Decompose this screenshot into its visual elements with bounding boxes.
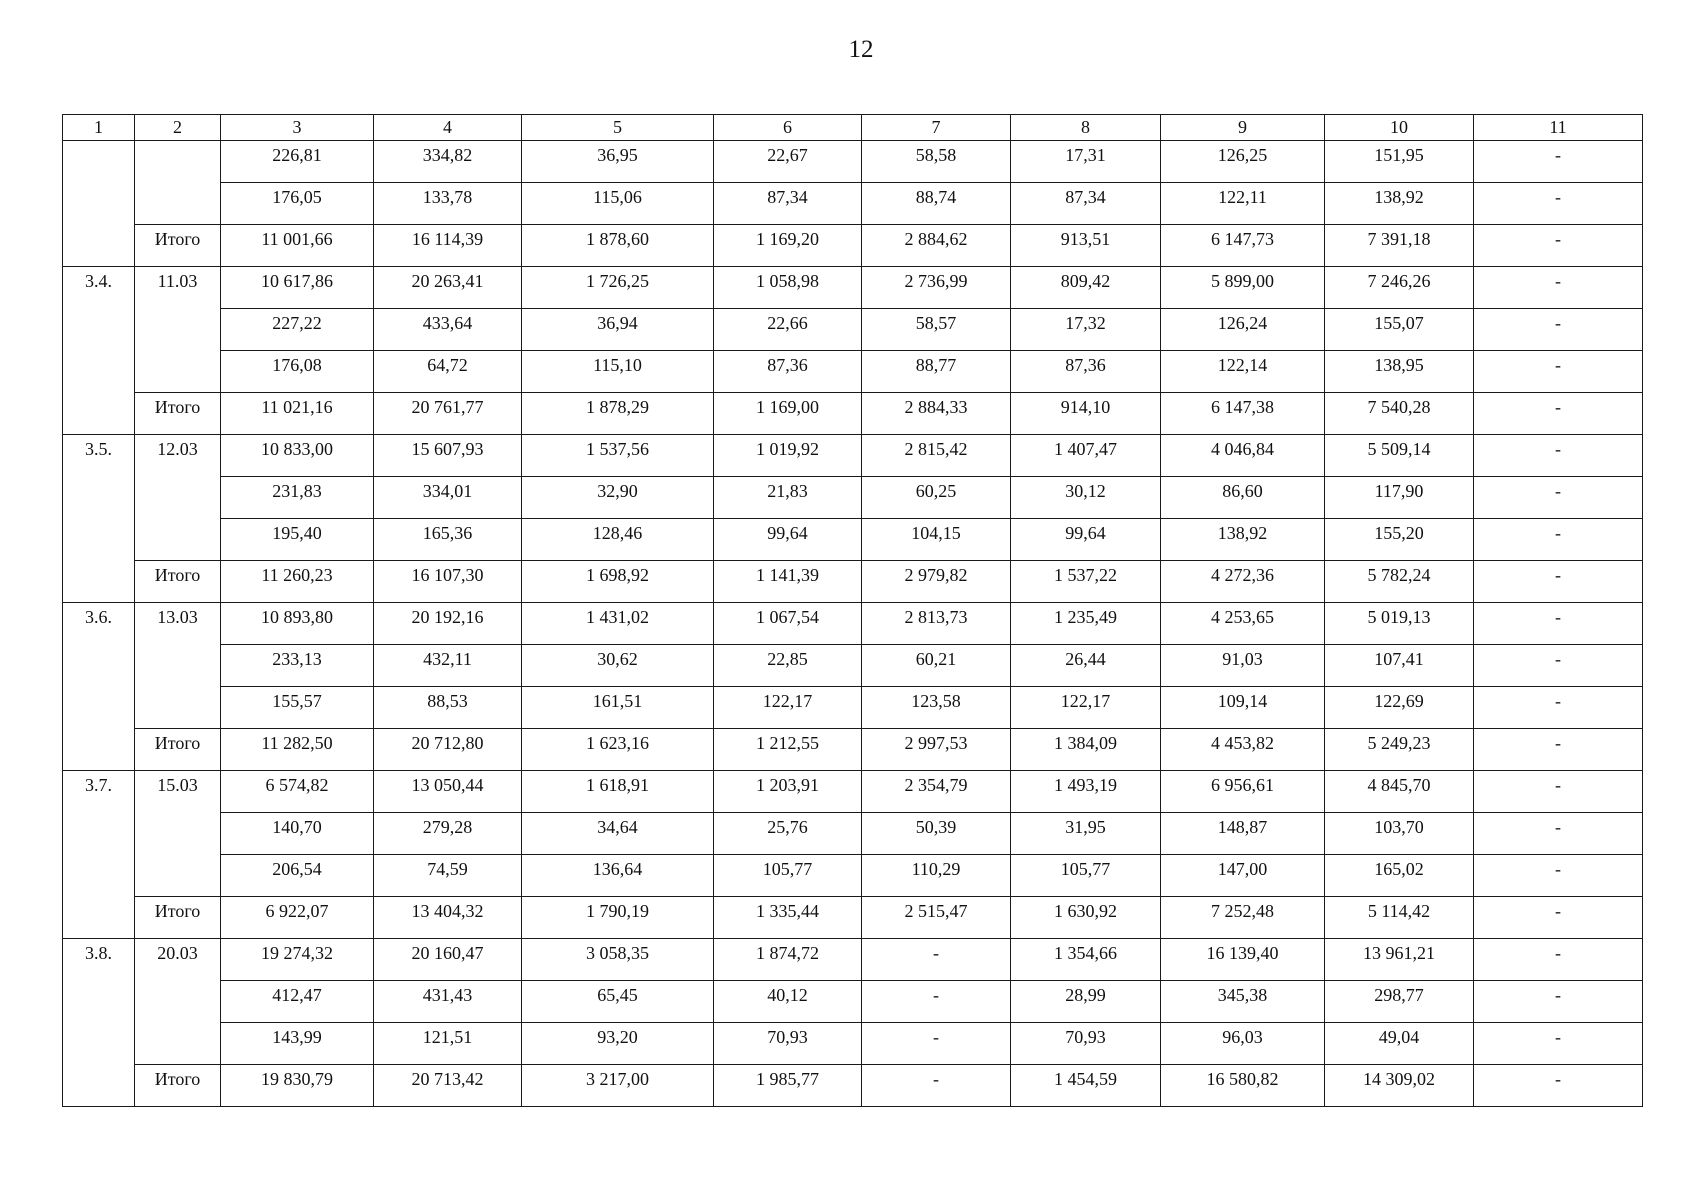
table-cell: 6 147,38 [1161, 393, 1325, 435]
table-cell: 432,11 [374, 645, 522, 687]
table-cell: 50,39 [862, 813, 1011, 855]
table-cell: 26,44 [1011, 645, 1161, 687]
table-cell: 117,90 [1325, 477, 1474, 519]
table-cell: 1 790,19 [522, 897, 714, 939]
table-cell: 122,17 [1011, 687, 1161, 729]
row-label-cell [135, 855, 221, 897]
table-cell: 126,24 [1161, 309, 1325, 351]
data-table [62, 114, 1643, 1107]
row-label-cell: 15.03 [135, 771, 221, 813]
row-number-cell: 3.5. [63, 435, 135, 603]
column-header: 11 [1474, 115, 1643, 141]
table-cell: 5 114,42 [1325, 897, 1474, 939]
row-label-cell: Итого [135, 561, 221, 603]
table-cell: 151,95 [1325, 141, 1474, 183]
table-cell: 10 617,86 [221, 267, 374, 309]
row-label-cell [135, 309, 221, 351]
table-cell: - [1474, 519, 1643, 561]
table-cell: 4 453,82 [1161, 729, 1325, 771]
table-row [63, 351, 1643, 393]
table-cell: 34,64 [522, 813, 714, 855]
table-cell: - [1474, 855, 1643, 897]
table-cell: 10 833,00 [221, 435, 374, 477]
table-cell: 138,92 [1161, 519, 1325, 561]
table-cell: 298,77 [1325, 981, 1474, 1023]
table-cell: 1 493,19 [1011, 771, 1161, 813]
table-row [63, 729, 1643, 771]
row-label-cell [135, 519, 221, 561]
table-cell: 148,87 [1161, 813, 1325, 855]
table-cell: 227,22 [221, 309, 374, 351]
table-cell: 6 922,07 [221, 897, 374, 939]
table-cell: 433,64 [374, 309, 522, 351]
table-cell: 49,04 [1325, 1023, 1474, 1065]
table-cell: 88,77 [862, 351, 1011, 393]
table-row [63, 1065, 1643, 1107]
table-cell: 20 761,77 [374, 393, 522, 435]
table-cell: - [1474, 225, 1643, 267]
table-row [63, 141, 1643, 183]
table-cell: 1 726,25 [522, 267, 714, 309]
table-cell: 28,99 [1011, 981, 1161, 1023]
table-cell: - [862, 981, 1011, 1023]
table-row [63, 225, 1643, 267]
table-row [63, 855, 1643, 897]
table-cell: 431,43 [374, 981, 522, 1023]
table-cell: 165,02 [1325, 855, 1474, 897]
table-cell: 1 019,92 [714, 435, 862, 477]
table-row [63, 897, 1643, 939]
table-cell: 16 114,39 [374, 225, 522, 267]
table-cell: - [1474, 771, 1643, 813]
table-row [63, 393, 1643, 435]
table-cell: - [1474, 561, 1643, 603]
table-cell: 1 354,66 [1011, 939, 1161, 981]
table-cell: 1 335,44 [714, 897, 862, 939]
table-row [63, 267, 1643, 309]
table-cell: 36,95 [522, 141, 714, 183]
table-cell: 1 407,47 [1011, 435, 1161, 477]
table-cell: 165,36 [374, 519, 522, 561]
table-cell: 913,51 [1011, 225, 1161, 267]
table-cell: 1 878,29 [522, 393, 714, 435]
table-cell: 176,05 [221, 183, 374, 225]
table-cell: 87,34 [714, 183, 862, 225]
row-label-cell: Итого [135, 897, 221, 939]
table-cell: 279,28 [374, 813, 522, 855]
table-cell: 30,12 [1011, 477, 1161, 519]
table-cell: 16 139,40 [1161, 939, 1325, 981]
table-cell: 122,14 [1161, 351, 1325, 393]
row-label-cell [135, 813, 221, 855]
table-cell: 5 509,14 [1325, 435, 1474, 477]
table-cell: 20 160,47 [374, 939, 522, 981]
table-cell: 6 956,61 [1161, 771, 1325, 813]
table-cell: 3 217,00 [522, 1065, 714, 1107]
table-cell: 1 454,59 [1011, 1065, 1161, 1107]
table-row [63, 813, 1643, 855]
table-cell: 25,76 [714, 813, 862, 855]
header-row [63, 115, 1643, 141]
table-cell: 64,72 [374, 351, 522, 393]
page-number: 12 [848, 36, 874, 63]
row-label-cell [135, 477, 221, 519]
table-cell: 17,32 [1011, 309, 1161, 351]
row-label-cell: 12.03 [135, 435, 221, 477]
table-cell: 2 997,53 [862, 729, 1011, 771]
table-cell: 1 537,22 [1011, 561, 1161, 603]
table-cell: 11 282,50 [221, 729, 374, 771]
table-row [63, 183, 1643, 225]
row-label-cell [135, 981, 221, 1023]
row-label-cell [135, 645, 221, 687]
table-cell: 70,93 [714, 1023, 862, 1065]
table-cell: - [1474, 939, 1643, 981]
table-cell: 136,64 [522, 855, 714, 897]
table-cell: 58,58 [862, 141, 1011, 183]
table-cell: 109,14 [1161, 687, 1325, 729]
table-cell: 2 515,47 [862, 897, 1011, 939]
table-cell: 7 391,18 [1325, 225, 1474, 267]
table-cell: - [1474, 183, 1643, 225]
table-row [63, 603, 1643, 645]
row-number-cell [63, 141, 135, 267]
table-cell: - [1474, 309, 1643, 351]
table-cell: 1 878,60 [522, 225, 714, 267]
table-cell: 1 212,55 [714, 729, 862, 771]
table-cell: 22,67 [714, 141, 862, 183]
table-cell: 20 263,41 [374, 267, 522, 309]
table-cell: 809,42 [1011, 267, 1161, 309]
table-cell: 7 540,28 [1325, 393, 1474, 435]
row-label-cell: Итого [135, 729, 221, 771]
table-cell: 21,83 [714, 477, 862, 519]
table-cell: 5 019,13 [1325, 603, 1474, 645]
table-cell: 1 235,49 [1011, 603, 1161, 645]
table-cell: 32,90 [522, 477, 714, 519]
table-cell: 2 884,62 [862, 225, 1011, 267]
table-cell: 6 574,82 [221, 771, 374, 813]
table-cell: 105,77 [714, 855, 862, 897]
column-header: 9 [1161, 115, 1325, 141]
table-row [63, 771, 1643, 813]
table-cell: 1 067,54 [714, 603, 862, 645]
row-number-cell: 3.6. [63, 603, 135, 771]
table-cell: 1 141,39 [714, 561, 862, 603]
table-cell: 4 272,36 [1161, 561, 1325, 603]
table-row [63, 939, 1643, 981]
table-cell: 7 252,48 [1161, 897, 1325, 939]
row-label-cell: Итого [135, 393, 221, 435]
table-cell: 1 384,09 [1011, 729, 1161, 771]
table-cell: - [1474, 603, 1643, 645]
table-cell: 2 736,99 [862, 267, 1011, 309]
table-cell: 40,12 [714, 981, 862, 1023]
table-row [63, 1023, 1643, 1065]
table-cell: 138,95 [1325, 351, 1474, 393]
row-label-cell: Итого [135, 1065, 221, 1107]
table-cell: - [1474, 351, 1643, 393]
table-cell: 2 354,79 [862, 771, 1011, 813]
table-cell: - [1474, 645, 1643, 687]
table-cell: 195,40 [221, 519, 374, 561]
table-cell: 122,69 [1325, 687, 1474, 729]
table-cell: 126,25 [1161, 141, 1325, 183]
table-cell: 99,64 [1011, 519, 1161, 561]
table-cell: 155,20 [1325, 519, 1474, 561]
table-cell: 1 874,72 [714, 939, 862, 981]
table-cell: 143,99 [221, 1023, 374, 1065]
table-cell: 161,51 [522, 687, 714, 729]
row-label-cell: Итого [135, 225, 221, 267]
column-header: 3 [221, 115, 374, 141]
table-cell: - [862, 1023, 1011, 1065]
table-cell: 19 830,79 [221, 1065, 374, 1107]
table-cell: - [1474, 897, 1643, 939]
table-cell: 123,58 [862, 687, 1011, 729]
table-cell: 7 246,26 [1325, 267, 1474, 309]
table-row [63, 477, 1643, 519]
table-cell: 1 630,92 [1011, 897, 1161, 939]
table-cell: - [1474, 141, 1643, 183]
table-cell: 2 813,73 [862, 603, 1011, 645]
table-cell: 16 580,82 [1161, 1065, 1325, 1107]
table-cell: 65,45 [522, 981, 714, 1023]
column-header: 6 [714, 115, 862, 141]
table-cell: - [1474, 813, 1643, 855]
table-cell: - [1474, 267, 1643, 309]
table-cell: 1 623,16 [522, 729, 714, 771]
table-cell: 1 698,92 [522, 561, 714, 603]
table-cell: 31,95 [1011, 813, 1161, 855]
table-cell: 74,59 [374, 855, 522, 897]
table-row [63, 645, 1643, 687]
table-cell: 1 169,20 [714, 225, 862, 267]
table-cell: 1 169,00 [714, 393, 862, 435]
table-cell: - [862, 939, 1011, 981]
table-cell: 1 537,56 [522, 435, 714, 477]
table-cell: - [1474, 687, 1643, 729]
table-row [63, 435, 1643, 477]
column-header: 7 [862, 115, 1011, 141]
table-cell: 87,34 [1011, 183, 1161, 225]
table-cell: 110,29 [862, 855, 1011, 897]
column-header: 4 [374, 115, 522, 141]
table-cell: 14 309,02 [1325, 1065, 1474, 1107]
table-cell: 11 021,16 [221, 393, 374, 435]
table-cell: 20 712,80 [374, 729, 522, 771]
table-cell: 22,66 [714, 309, 862, 351]
table-cell: 17,31 [1011, 141, 1161, 183]
row-number-cell: 3.8. [63, 939, 135, 1107]
row-label-cell [135, 1023, 221, 1065]
table-cell: - [1474, 477, 1643, 519]
table-cell: 1 058,98 [714, 267, 862, 309]
table-cell: 122,11 [1161, 183, 1325, 225]
table-row [63, 687, 1643, 729]
column-header: 2 [135, 115, 221, 141]
table-cell: - [1474, 1065, 1643, 1107]
table-cell: 115,06 [522, 183, 714, 225]
table-cell: 60,25 [862, 477, 1011, 519]
table-cell: 70,93 [1011, 1023, 1161, 1065]
table-cell: 103,70 [1325, 813, 1474, 855]
table-cell: 2 979,82 [862, 561, 1011, 603]
table-cell: 206,54 [221, 855, 374, 897]
table-cell: 133,78 [374, 183, 522, 225]
table-row [63, 981, 1643, 1023]
row-label-cell [135, 183, 221, 225]
table-cell: 147,00 [1161, 855, 1325, 897]
table-cell: 5 249,23 [1325, 729, 1474, 771]
table-cell: 11 260,23 [221, 561, 374, 603]
table-cell: 1 618,91 [522, 771, 714, 813]
table-cell: 6 147,73 [1161, 225, 1325, 267]
table-cell: 4 253,65 [1161, 603, 1325, 645]
row-label-cell [135, 141, 221, 183]
table-cell: 99,64 [714, 519, 862, 561]
table-cell: 3 058,35 [522, 939, 714, 981]
table-cell: - [1474, 435, 1643, 477]
table-cell: 345,38 [1161, 981, 1325, 1023]
table-cell: 155,57 [221, 687, 374, 729]
table-cell: 176,08 [221, 351, 374, 393]
table-cell: 15 607,93 [374, 435, 522, 477]
table-cell: 88,53 [374, 687, 522, 729]
row-label-cell [135, 351, 221, 393]
table-cell: 13 050,44 [374, 771, 522, 813]
table-cell: 412,47 [221, 981, 374, 1023]
table-row [63, 561, 1643, 603]
table-cell: 1 203,91 [714, 771, 862, 813]
table-cell: 105,77 [1011, 855, 1161, 897]
table-cell: 11 001,66 [221, 225, 374, 267]
table-cell: 86,60 [1161, 477, 1325, 519]
table-cell: 13 961,21 [1325, 939, 1474, 981]
row-label-cell: 20.03 [135, 939, 221, 981]
table-row [63, 309, 1643, 351]
table-cell: 334,01 [374, 477, 522, 519]
table-cell: - [1474, 393, 1643, 435]
table-cell: 5 899,00 [1161, 267, 1325, 309]
table-cell: 233,13 [221, 645, 374, 687]
row-label-cell [135, 687, 221, 729]
table-cell: 138,92 [1325, 183, 1474, 225]
table-cell: 16 107,30 [374, 561, 522, 603]
table-cell: 4 046,84 [1161, 435, 1325, 477]
table-cell: - [1474, 981, 1643, 1023]
table-cell: 5 782,24 [1325, 561, 1474, 603]
column-header: 8 [1011, 115, 1161, 141]
table-cell: 1 431,02 [522, 603, 714, 645]
table-cell: - [862, 1065, 1011, 1107]
table-cell: 140,70 [221, 813, 374, 855]
table-cell: 20 192,16 [374, 603, 522, 645]
table-cell: 93,20 [522, 1023, 714, 1065]
table-cell: 115,10 [522, 351, 714, 393]
column-header: 10 [1325, 115, 1474, 141]
table-cell: 2 884,33 [862, 393, 1011, 435]
table-cell: 22,85 [714, 645, 862, 687]
table-cell: 88,74 [862, 183, 1011, 225]
row-label-cell: 11.03 [135, 267, 221, 309]
table-cell: 13 404,32 [374, 897, 522, 939]
column-header: 1 [63, 115, 135, 141]
table-cell: 155,07 [1325, 309, 1474, 351]
table-cell: 20 713,42 [374, 1065, 522, 1107]
table-cell: 121,51 [374, 1023, 522, 1065]
table-cell: 914,10 [1011, 393, 1161, 435]
table-cell: 87,36 [1011, 351, 1161, 393]
table-cell: 87,36 [714, 351, 862, 393]
table-cell: 96,03 [1161, 1023, 1325, 1065]
table-cell: 107,41 [1325, 645, 1474, 687]
column-header: 5 [522, 115, 714, 141]
row-number-cell: 3.7. [63, 771, 135, 939]
table-cell: 2 815,42 [862, 435, 1011, 477]
table-row [63, 519, 1643, 561]
table-cell: 334,82 [374, 141, 522, 183]
table-cell: 4 845,70 [1325, 771, 1474, 813]
table-cell: 58,57 [862, 309, 1011, 351]
table-cell: 36,94 [522, 309, 714, 351]
table-cell: - [1474, 729, 1643, 771]
table-cell: 122,17 [714, 687, 862, 729]
table-cell: 91,03 [1161, 645, 1325, 687]
table-body [63, 141, 1643, 1107]
table-cell: 1 985,77 [714, 1065, 862, 1107]
table-cell: 231,83 [221, 477, 374, 519]
table-cell: 104,15 [862, 519, 1011, 561]
table-cell: 226,81 [221, 141, 374, 183]
table-cell: 10 893,80 [221, 603, 374, 645]
table-cell: 30,62 [522, 645, 714, 687]
table-cell: - [1474, 1023, 1643, 1065]
table-cell: 60,21 [862, 645, 1011, 687]
row-label-cell: 13.03 [135, 603, 221, 645]
table-cell: 128,46 [522, 519, 714, 561]
table-header [63, 115, 1643, 141]
row-number-cell: 3.4. [63, 267, 135, 435]
table-cell: 19 274,32 [221, 939, 374, 981]
